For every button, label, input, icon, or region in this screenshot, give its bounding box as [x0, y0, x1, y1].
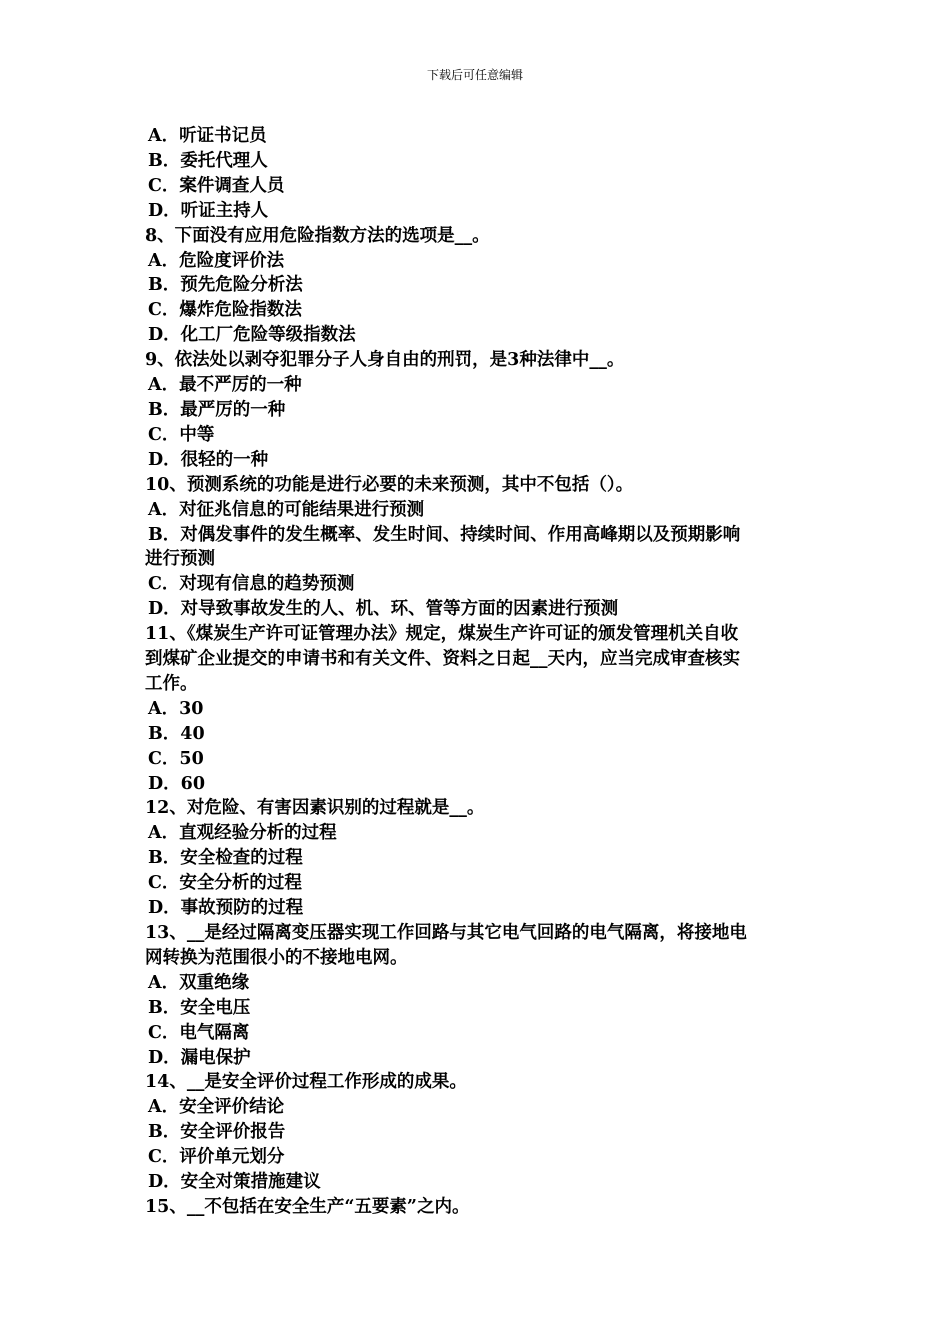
answer-option: D．漏电保护 — [148, 1047, 251, 1068]
document-body — [145, 124, 810, 1220]
answer-option: B．对偶发事件的发生概率、发生时间、持续时间、作用高峰期以及预期影响 — [148, 524, 741, 545]
answer-option: C．中等 — [148, 424, 215, 445]
answer-option: A．听证书记员 — [148, 126, 267, 146]
question-text: 14、__是安全评价过程工作形成的成果。 — [145, 1072, 467, 1093]
answer-option: B．最严厉的一种 — [148, 399, 286, 420]
question-text: 到煤矿企业提交的申请书和有关文件、资料之日起__天内，应当完成审查核实 — [145, 649, 740, 670]
answer-option: D．对导致事故发生的人、机、环、管等方面的因素进行预测 — [148, 599, 619, 620]
answer-option: A．安全评价结论 — [148, 1097, 285, 1118]
question-text: 进行预测 — [145, 549, 215, 570]
answer-option: A．30 — [148, 698, 204, 719]
answer-option: D．安全对策措施建议 — [148, 1172, 321, 1193]
answer-option: A．对征兆信息的可能结果进行预测 — [148, 499, 425, 520]
answer-option: C．爆炸危险指数法 — [148, 300, 302, 321]
answer-option: D．化工厂危险等级指数法 — [148, 325, 356, 346]
answer-option: C．50 — [148, 748, 204, 769]
answer-option: B．预先危险分析法 — [148, 275, 303, 296]
answer-option: D．很轻的一种 — [148, 449, 269, 470]
question-text: 网转换为范围很小的不接地电网。 — [145, 947, 408, 968]
question-text: 8、下面没有应用危险指数方法的选项是__。 — [145, 225, 490, 246]
answer-option: B．安全检查的过程 — [148, 848, 303, 869]
page-header: 下载后可任意编辑 — [426, 68, 523, 82]
question-text: 15、__不包括在安全生产“五要素”之内。 — [145, 1196, 470, 1217]
answer-option: B．安全评价报告 — [148, 1122, 286, 1143]
answer-option: A．双重绝缘 — [148, 972, 250, 993]
answer-option: B．40 — [148, 723, 205, 744]
answer-option: C．对现有信息的趋势预测 — [148, 574, 355, 595]
answer-option: D．听证主持人 — [148, 200, 269, 221]
answer-option: D．事故预防的过程 — [148, 898, 304, 919]
answer-option: A．直观经验分析的过程 — [148, 823, 337, 844]
answer-option: C．安全分析的过程 — [148, 873, 302, 894]
question-text: 9、依法处以剥夺犯罪分子人身自由的刑罚，是3种法律中__。 — [145, 350, 625, 371]
answer-option: B．安全电压 — [148, 997, 251, 1018]
answer-option: C．电气隔离 — [148, 1022, 250, 1043]
question-text: 10、预测系统的功能是进行必要的未来预测，其中不包括（）。 — [145, 474, 634, 495]
answer-option: D．60 — [148, 773, 206, 794]
answer-option: A．危险度评价法 — [148, 250, 285, 271]
answer-option: B．委托代理人 — [148, 150, 268, 171]
answer-option: C．评价单元划分 — [148, 1147, 285, 1168]
question-text: 13、__是经过隔离变压器实现工作回路与其它电气回路的电气隔离，将接地电 — [145, 923, 747, 943]
question-text: 12、对危险、有害因素识别的过程就是__。 — [145, 798, 485, 819]
answer-option: A．最不严厉的一种 — [148, 375, 302, 396]
answer-option: C．案件调查人员 — [148, 175, 285, 196]
question-text: 11、《煤炭生产许可证管理办法》规定，煤炭生产许可证的颁发管理机关自收 — [145, 624, 739, 645]
question-text: 工作。 — [145, 673, 198, 694]
